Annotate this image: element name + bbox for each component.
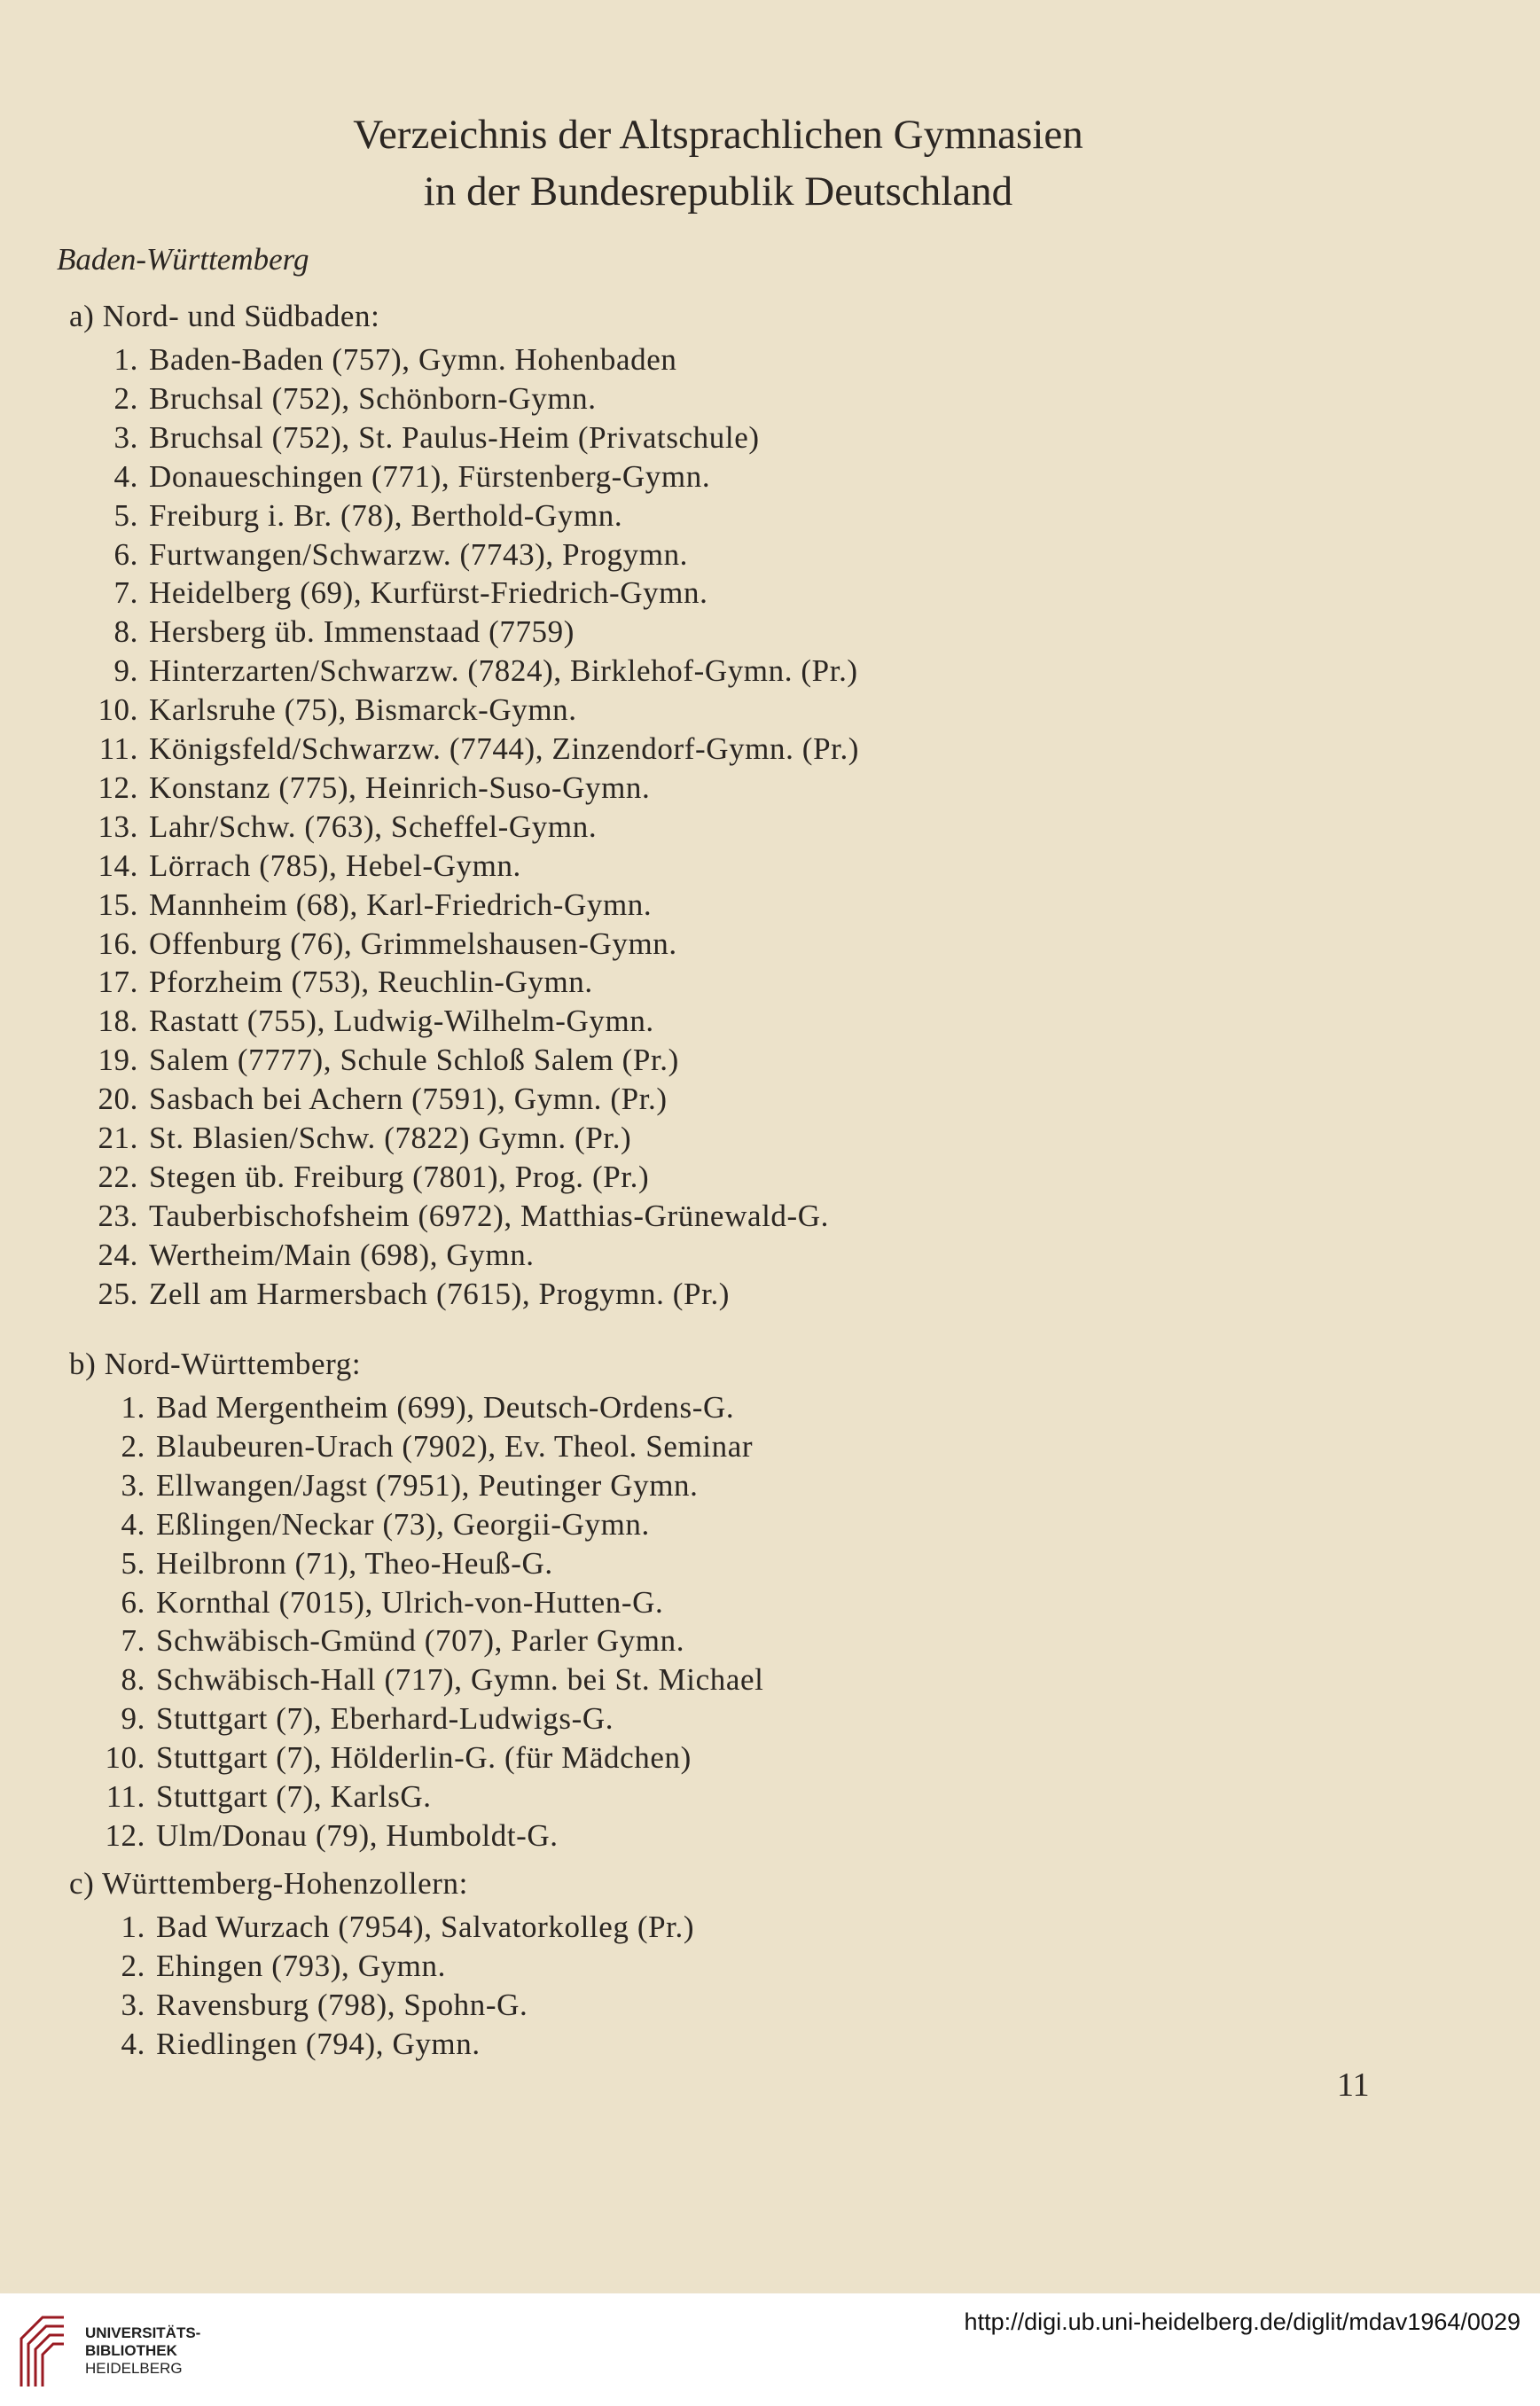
list-item-text: Schwäbisch-Gmünd (707), Parler Gymn. [156,1623,685,1658]
list-item-text: Salem (7777), Schule Schloß Salem (Pr.) [149,1043,679,1077]
list-item-text: Kornthal (7015), Ulrich-von-Hutten-G. [156,1585,664,1620]
list-item-text: Lahr/Schw. (763), Scheffel-Gymn. [149,809,598,844]
list-item [85,1002,654,1041]
list-item-text: Stuttgart (7), Hölderlin-G. (für Mädchen) [156,1740,692,1775]
list-item-number: 20. [98,1082,138,1116]
list-item-number: 21. [98,1121,138,1155]
section-heading: b) Nord-Württemberg: [69,1347,362,1381]
list-item-number: 4. [113,459,138,494]
list-item-number: 7. [113,575,138,610]
list-item-text: Ellwangen/Jagst (7951), Peutinger Gymn. [156,1468,699,1503]
list-item [85,1236,535,1275]
list-item-number: 25. [98,1277,138,1311]
list-item [85,769,650,808]
list-item-number: 3. [121,1468,145,1503]
list-item-text: Furtwangen/Schwarzw. (7743), Progymn. [149,537,689,572]
list-item [92,1466,699,1505]
list-item [92,1660,763,1699]
list-item-number: 13. [98,809,138,844]
list-item-text: Bad Mergentheim (699), Deutsch-Ordens-G. [156,1390,735,1425]
title-line-1: Verzeichnis der Altsprachlichen Gymnasien [353,112,1083,158]
list-item-text: Heidelberg (69), Kurfürst-Friedrich-Gymn. [149,575,708,610]
list-item [85,925,677,964]
list-item-number: 3. [121,1988,145,2022]
list-item-number: 17. [98,965,138,999]
list-item-number: 15. [98,887,138,922]
list-item-text: Ehingen (793), Gymn. [156,1949,446,1983]
library-line-1: UNIVERSITÄTS- [85,2324,201,2341]
list-item-number: 18. [98,1004,138,1038]
list-item-text: Bad Wurzach (7954), Salvatorkolleg (Pr.) [156,1910,695,1944]
list-item [85,1158,649,1197]
list-item-number: 10. [98,692,138,727]
list-item-number: 1. [113,342,138,377]
list-item-number: 5. [113,498,138,533]
list-item-text: Bruchsal (752), Schönborn-Gymn. [149,381,597,416]
list-item-number: 1. [121,1910,145,1944]
list-item-number: 2. [121,1949,145,1983]
list-item-text: Zell am Harmersbach (7615), Progymn. (Pr.) [149,1277,731,1311]
list-item [85,1119,631,1158]
list-item [85,496,622,535]
list-item-text: Blaubeuren-Urach (7902), Ev. Theol. Seminar [156,1429,754,1464]
list-item-number: 23. [98,1199,138,1233]
list-item-number: 2. [113,381,138,416]
list-item-number: 5. [121,1546,145,1581]
list-item-number: 12. [105,1818,145,1853]
list-item [85,574,707,613]
list-item-text: Tauberbischofsheim (6972), Matthias-Grünewald-G. [149,1199,829,1233]
list-item-number: 19. [98,1043,138,1077]
list-item-text: Karlsruhe (75), Bismarck-Gymn. [149,692,577,727]
list-item [92,1583,663,1622]
list-item [92,1777,432,1816]
list-item [85,340,676,379]
list-item-number: 6. [121,1585,145,1620]
region-heading: Baden-Württemberg [57,242,309,277]
library-line-2: BIBLIOTHEK [85,2342,177,2359]
list-item [85,1197,829,1236]
list-item-text: St. Blasien/Schw. (7822) Gymn. (Pr.) [149,1121,632,1155]
list-item [85,379,597,418]
section-heading: c) Württemberg-Hohenzollern: [69,1866,468,1901]
list-item [92,2025,481,2064]
list-item-number: 1. [121,1390,145,1425]
list-item-number: 7. [121,1623,145,1658]
list-item [85,418,760,457]
list-item-text: Wertheim/Main (698), Gymn. [149,1238,535,1272]
list-item-number: 6. [113,537,138,572]
list-item [92,1505,650,1544]
list-item-text: Ulm/Donau (79), Humboldt-G. [156,1818,559,1853]
list-item-number: 3. [113,420,138,455]
list-item-text: Bruchsal (752), St. Paulus-Heim (Privatschule) [149,420,760,455]
list-item-number: 24. [98,1238,138,1272]
list-item-text: Hersberg üb. Immenstaad (7759) [149,614,575,649]
list-item [85,1041,679,1080]
list-item-text: Sasbach bei Achern (7591), Gymn. (Pr.) [149,1082,668,1116]
list-item-number: 11. [98,731,138,766]
list-item [92,1427,753,1466]
list-item-text: Mannheim (68), Karl-Friedrich-Gymn. [149,887,653,922]
list-item [92,1388,734,1427]
list-item [92,1908,694,1947]
list-item-text: Baden-Baden (757), Gymn. Hohenbaden [149,342,677,377]
list-item-text: Eßlingen/Neckar (73), Georgii-Gymn. [156,1507,650,1542]
list-item-text: Freiburg i. Br. (78), Berthold-Gymn. [149,498,623,533]
list-item-number: 4. [121,1507,145,1542]
ub-heidelberg-logo-icon [16,2303,74,2392]
list-item [92,1816,559,1855]
list-item [85,808,597,847]
list-item [85,457,710,496]
list-item-text: Heilbronn (71), Theo-Heuß-G. [156,1546,553,1581]
list-item [92,1621,684,1660]
list-item-text: Stegen üb. Freiburg (7801), Prog. (Pr.) [149,1160,650,1194]
list-item [92,1947,446,1986]
list-item-number: 2. [121,1429,145,1464]
list-item [85,1275,730,1314]
list-item-text: Donaueschingen (771), Fürstenberg-Gymn. [149,459,711,494]
list-item-number: 8. [113,614,138,649]
list-item-text: Königsfeld/Schwarzw. (7744), Zinzendorf-Gymn. (Pr.) [149,731,860,766]
page-number: 11 [1337,2066,1370,2104]
library-line-3: HEIDELBERG [85,2360,183,2377]
list-item-text: Ravensburg (798), Spohn-G. [156,1988,528,2022]
list-item-number: 14. [98,848,138,883]
list-item-text: Offenburg (76), Grimmelshausen-Gymn. [149,926,677,961]
list-item [92,1986,528,2025]
list-item [85,535,688,574]
list-item-text: Rastatt (755), Ludwig-Wilhelm-Gymn. [149,1004,654,1038]
section-heading: a) Nord- und Südbaden: [69,299,380,333]
list-item-text: Konstanz (775), Heinrich-Suso-Gymn. [149,770,651,805]
list-item-number: 11. [106,1779,145,1814]
list-item [85,691,577,730]
list-item-text: Lörrach (785), Hebel-Gymn. [149,848,521,883]
list-item [85,886,652,925]
list-item-text: Hinterzarten/Schwarzw. (7824), Birklehof-Gymn. (Pr.) [149,653,858,688]
list-item-number: 9. [113,653,138,688]
list-item [85,847,521,886]
title-line-2: in der Bundesrepublik Deutschland [423,168,1013,215]
list-item-number: 10. [105,1740,145,1775]
page-title [0,106,1436,220]
list-item [85,730,859,769]
source-url-link[interactable]: http://digi.ub.uni-heidelberg.de/diglit/mdav1964/0029 [964,2308,1520,2335]
list-item [85,1080,668,1119]
list-item [85,652,858,691]
list-item-text: Schwäbisch-Hall (717), Gymn. bei St. Michael [156,1662,764,1697]
list-item-text: Stuttgart (7), KarlsG. [156,1779,432,1814]
list-item [92,1738,692,1777]
list-item [85,613,575,652]
list-item-number: 4. [121,2027,145,2061]
list-item [85,963,593,1002]
list-item-text: Riedlingen (794), Gymn. [156,2027,481,2061]
list-item-number: 16. [98,926,138,961]
list-item-number: 8. [121,1662,145,1697]
list-item-number: 22. [98,1160,138,1194]
list-item-number: 9. [121,1701,145,1736]
list-item-text: Stuttgart (7), Eberhard-Ludwigs-G. [156,1701,614,1736]
list-item-number: 12. [98,770,138,805]
list-item [92,1544,553,1583]
library-name [85,2324,200,2378]
list-item-text: Pforzheim (753), Reuchlin-Gymn. [149,965,593,999]
list-item [92,1699,614,1738]
